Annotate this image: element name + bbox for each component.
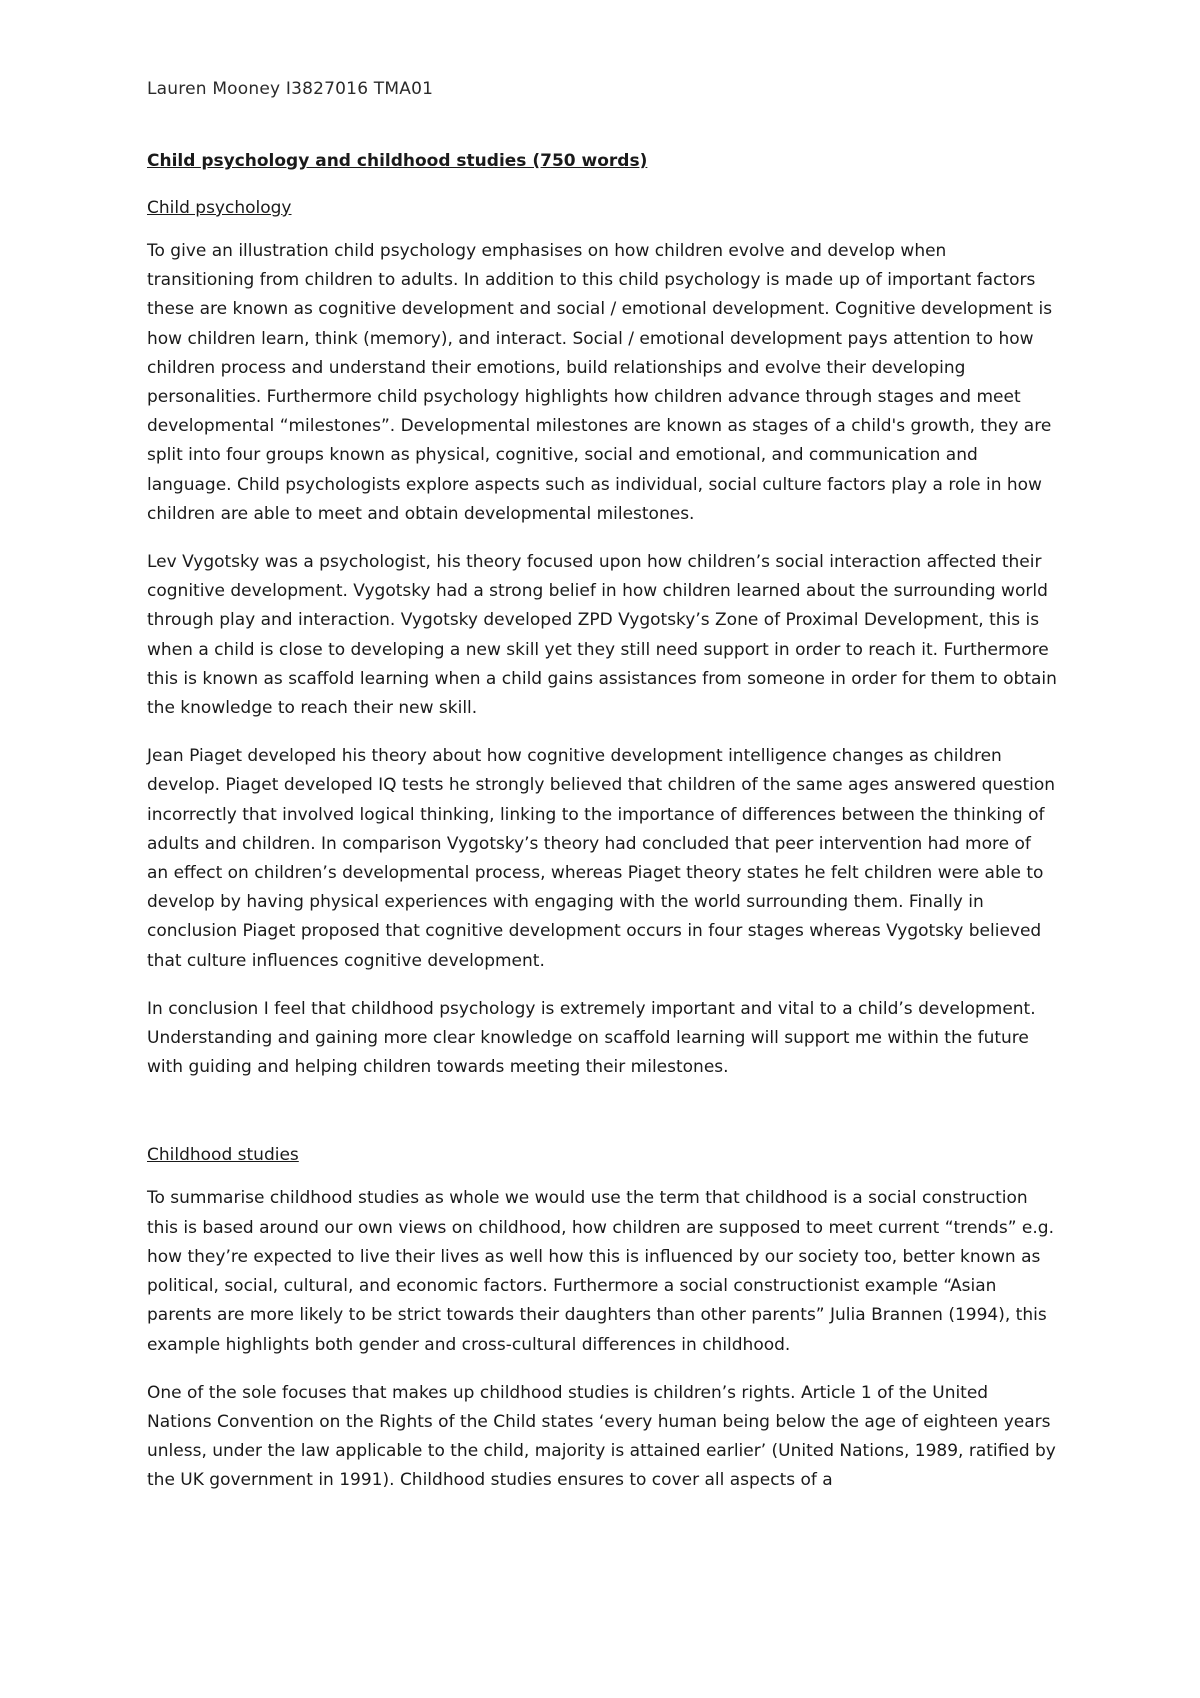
section-childhood-studies — [147, 1141, 1057, 1495]
paragraph: One of the sole focuses that makes up childhood studies is children’s rights. Article 1 of the United Nations Convention on the Rights of the Child states ‘every human being below the age of eighteen years unless, under the law applicable to the child, majority is attained earlier’ (United Nations, 1989, ratified by the UK government in 1991). Childhood studies ensures to cover all aspects of a — [147, 1382, 1056, 1491]
paragraph: Jean Piaget developed his theory about how cognitive development intelligence changes as children develop. Piaget developed IQ tests he strongly believed that children of the same ages answered question incorrectly that involved logical thinking, linking to the importance of differences between the thinking of adults and children. In comparison Vygotsky’s theory had concluded that peer intervention had more of an effect on children’s developmental process, whereas Piaget theory states he felt children were able to develop by having physical experiences with engaging with the world surrounding them. Finally in conclusion Piaget proposed that cognitive development occurs in four stages whereas Vygotsky believed that culture influences cognitive development. — [147, 746, 1056, 971]
section-heading: Child psychology — [147, 198, 292, 218]
document-title: Child psychology and childhood studies (750 words) — [147, 151, 648, 171]
document-body — [147, 147, 1057, 1515]
paragraph: To give an illustration child psychology emphasises on how children evolve and develop when transitioning from children to adults. In addition to this child psychology is made up of important factors these are known as cognitive development and social / emotional development. Cognitive development is how children learn, think (memory), and interact. Social / emotional development pays attention to how children process and understand their emotions, build relationships and evolve their developing personalities. Furthermore child psychology highlights how children advance through stages and meet developmental “milestones”. Developmental milestones are known as stages of a child's growth, they are split into four groups known as physical, cognitive, social and emotional, and communication and language. Child psychologists explore aspects such as individual, social culture factors play a role in how children are able to meet and obtain developmental milestones. — [147, 241, 1053, 524]
section-heading: Childhood studies — [147, 1145, 299, 1166]
section-spacer — [147, 1101, 1057, 1141]
section-child-psychology — [147, 194, 1057, 1082]
document-header: Lauren Mooney I3827016 TMA01 — [147, 79, 434, 99]
paragraph: Lev Vygotsky was a psychologist, his theory focused upon how children’s social interaction affected their cognitive development. Vygotsky had a strong belief in how children learned about the surrounding world through play and interaction. Vygotsky developed ZPD Vygotsky’s Zone of Proximal Development, this is when a child is close to developing a new skill yet they still need support in order to reach it. Furthermore this is known as scaffold learning when a child gains assistances from someone in order for them to obtain the knowledge to reach their new skill. — [147, 552, 1057, 719]
paragraph: In conclusion I feel that childhood psychology is extremely important and vital to a child’s development. Understanding and gaining more clear knowledge on scaffold learning will support me within the future with guiding and helping children towards meeting their milestones. — [147, 998, 1036, 1078]
paragraph: To summarise childhood studies as whole we would use the term that childhood is a social construction this is based around our own views on childhood, how children are supposed to meet current “trends” e.g. how they’re expected to live their lives as well how this is influenced by our society too, better known as political, social, cultural, and economic factors. Furthermore a social constructionist example “Asian parents are more likely to be strict towards their daughters than other parents” Julia Brannen (1994), this example highlights both gender and cross-cultural differences in childhood. — [147, 1188, 1054, 1355]
